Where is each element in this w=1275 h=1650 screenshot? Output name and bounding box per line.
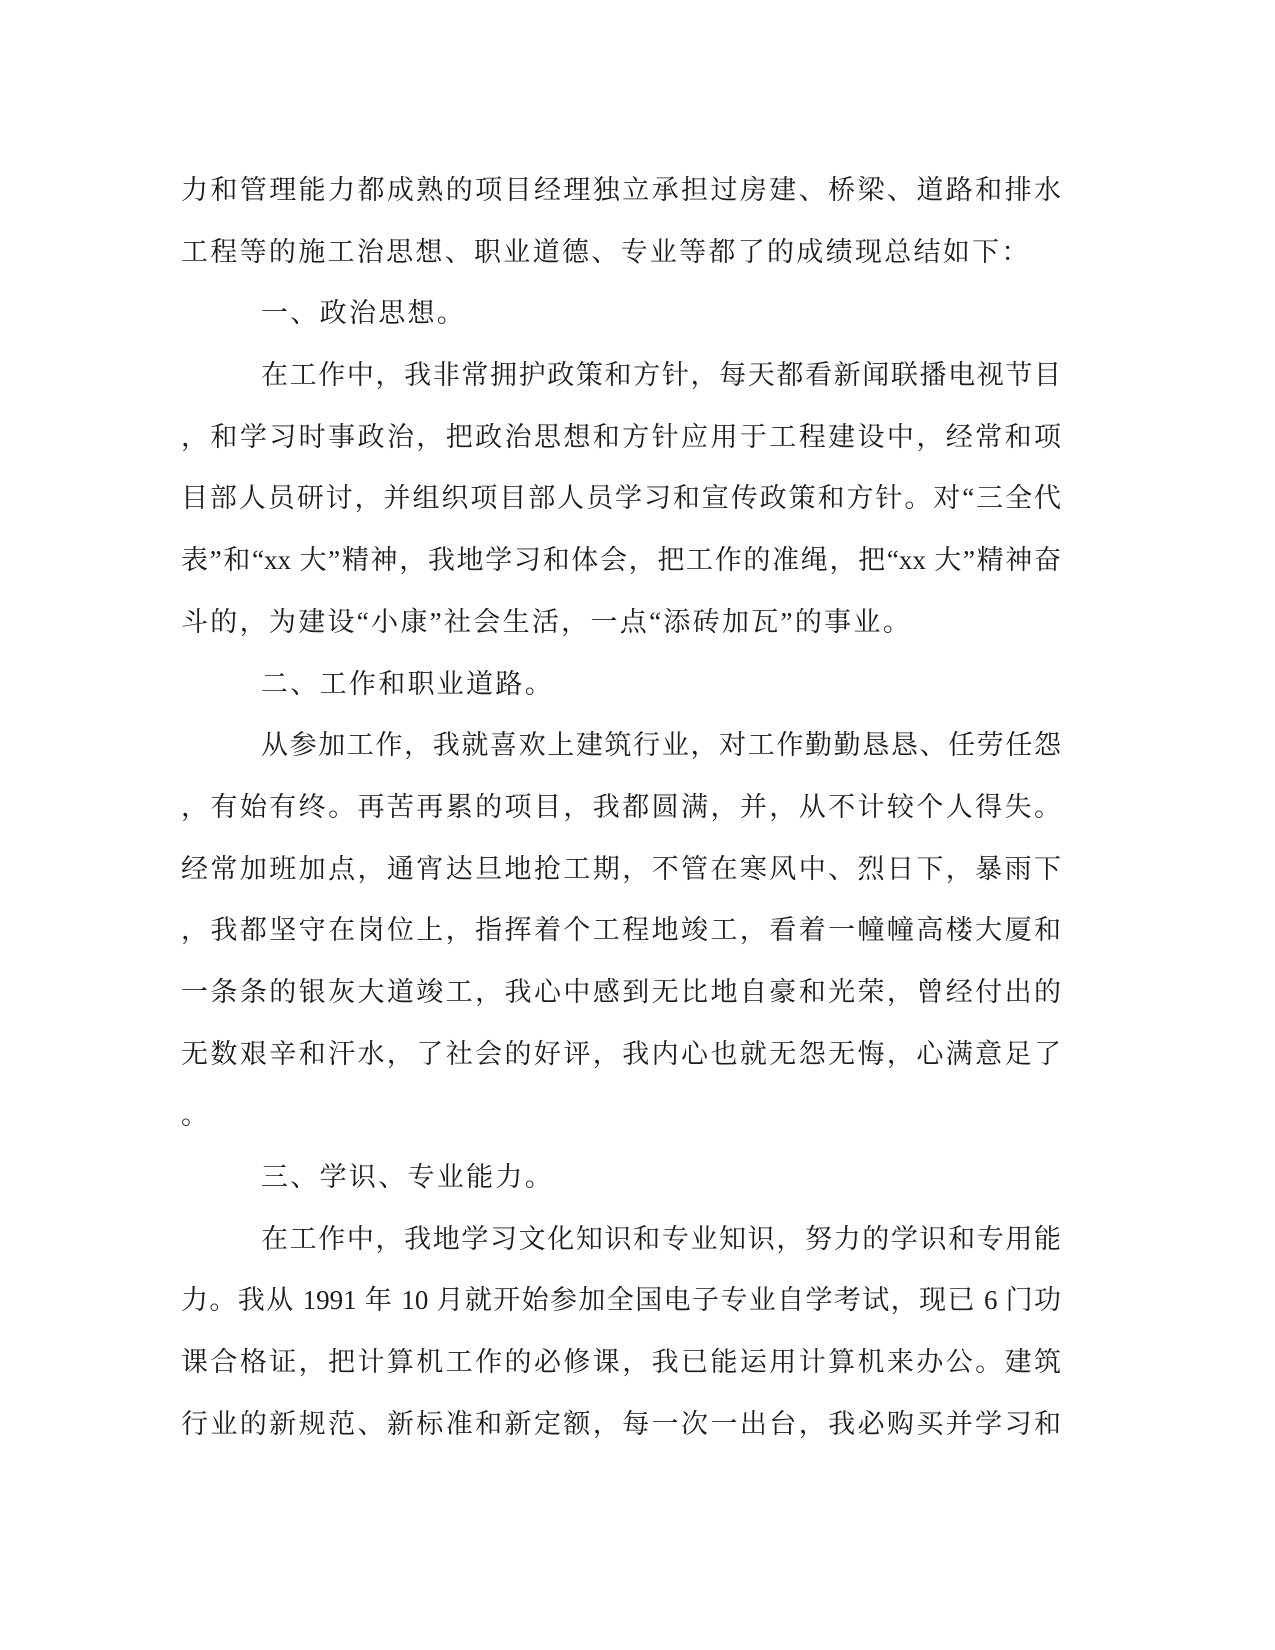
text-line: 一条条的银灰大道竣工，我心中感到无比地自豪和光荣，曾经付出的 bbox=[181, 976, 1061, 1007]
text-line: 目部人员研讨，并组织项目部人员学习和宣传政策和方针。对“三全代 bbox=[181, 483, 1061, 514]
text-line: 行业的新规范、新标准和新定额，每一次一出台，我必购买并学习和 bbox=[181, 1408, 1061, 1439]
text-line: 。 bbox=[181, 1100, 211, 1131]
text-line: ，和学习时事政治，把政治思想和方针应用于工程建设中，经常和项 bbox=[181, 421, 1061, 452]
text-line: 经常加班加点，通宵达旦地抢工期，不管在寒风中、烈日下，暴雨下 bbox=[181, 853, 1061, 884]
text-line: 课合格证，把计算机工作的必修课，我已能运用计算机来办公。建筑 bbox=[181, 1347, 1061, 1378]
text-line: 表”和“xx 大”精神，我地学习和体会，把工作的准绳，把“xx 大”精神奋 bbox=[181, 545, 1061, 576]
text-line: 力和管理能力都成熟的项目经理独立承担过房建、桥梁、道路和排水 bbox=[181, 175, 1061, 205]
section-heading: 三、学识、专业能力。 bbox=[261, 1162, 554, 1192]
text-line: 在工作中，我非常拥护政策和方针，每天都看新闻联播电视节目 bbox=[261, 360, 1061, 391]
text-line: 斗的，为建设“小康”社会生活，一点“添砖加瓦”的事业。 bbox=[181, 606, 913, 637]
section-heading: 一、政治思想。 bbox=[261, 298, 467, 329]
text-line: ，我都坚守在岗位上，指挥着个工程地竣工，看着一幢幢高楼大厦和 bbox=[181, 915, 1061, 946]
text-line: 从参加工作，我就喜欢上建筑行业，对工作勤勤恳恳、任劳任怨 bbox=[261, 730, 1061, 761]
section-heading: 二、工作和职业道路。 bbox=[261, 668, 554, 699]
text-line: 无数艰辛和汗水，了社会的好评，我内心也就无怨无悔，心满意足了 bbox=[181, 1038, 1061, 1069]
text-line: 工程等的施工治思想、职业道德、专业等都了的成绩现总结如下： bbox=[181, 236, 1031, 267]
text-line: 在工作中，我地学习文化知识和专业知识，努力的学识和专用能 bbox=[261, 1223, 1061, 1254]
document-body bbox=[181, 160, 1061, 1455]
text-line: 力。我从 1991 年 10 月就开始参加全国电子专业自学考试，现已 6 门功 bbox=[181, 1285, 1061, 1316]
text-line: ，有始有终。再苦再累的项目，我都圆满，并，从不计较个人得失。 bbox=[181, 791, 1061, 822]
